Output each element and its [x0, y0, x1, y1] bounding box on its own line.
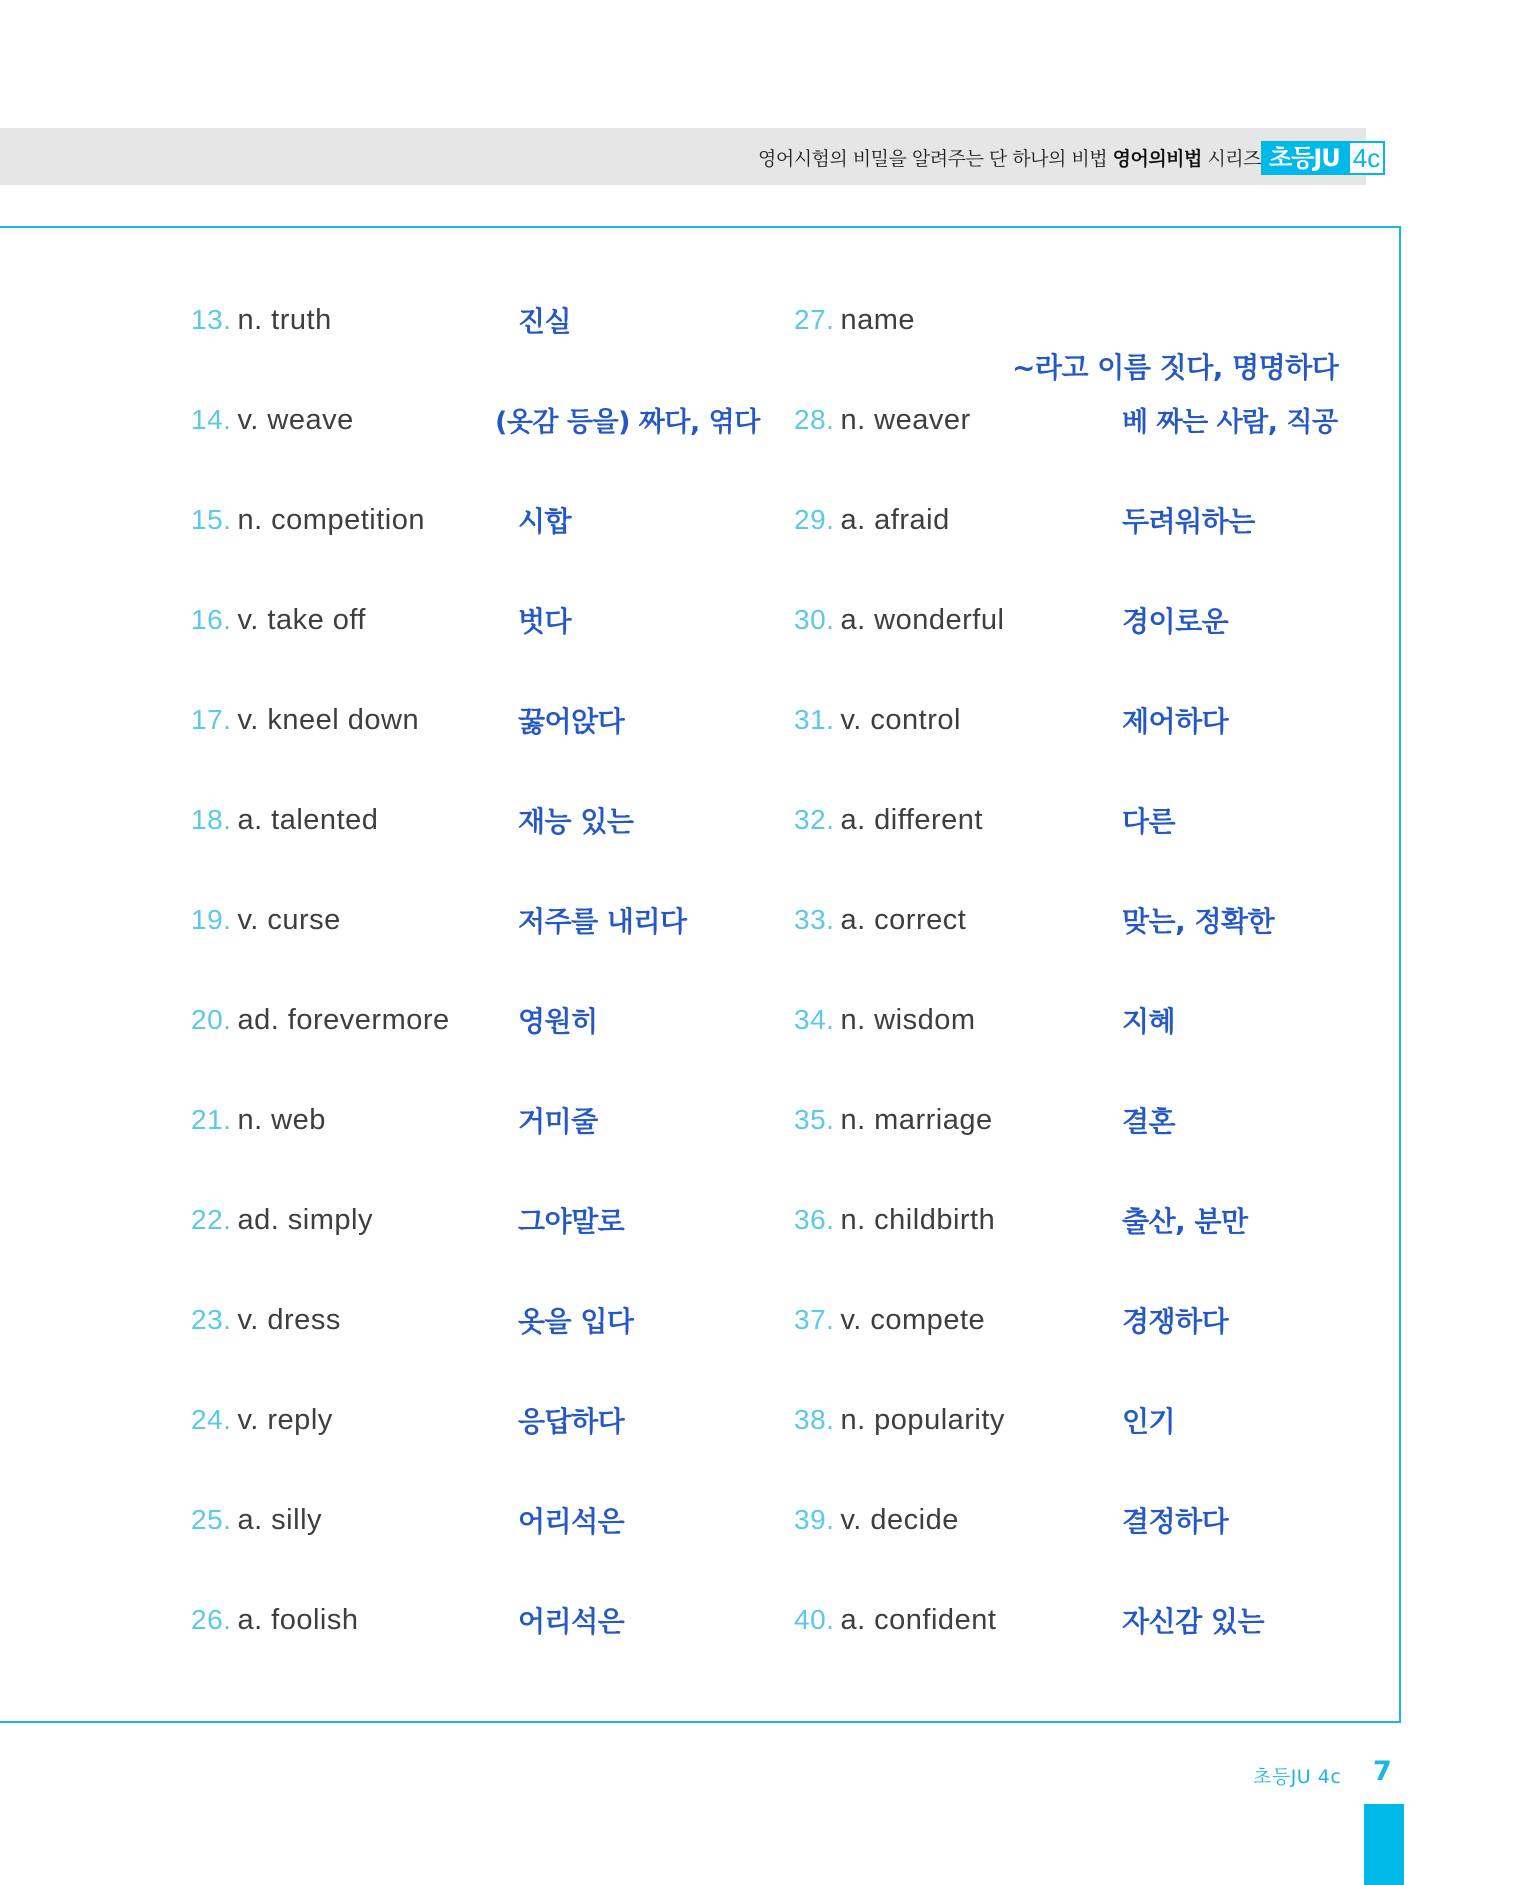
english-word: v. weave	[237, 404, 354, 436]
item-number: 40.	[794, 1604, 835, 1635]
tagline-prefix: 영어시험의 비밀을 알려주는 단 하나의 비법	[757, 148, 1108, 170]
footer-series-label: 초등JU 4c	[1253, 1766, 1342, 1788]
korean-meaning: 베 짜는 사람, 직공	[1122, 407, 1338, 438]
series-suffix: 시리즈	[1207, 148, 1261, 170]
korean-meaning: 어리석은	[518, 1605, 625, 1638]
korean-meaning: 꿇어앉다	[518, 705, 625, 738]
vocab-row	[794, 704, 1474, 744]
korean-meaning: 거미줄	[518, 1105, 598, 1138]
series-badge	[1261, 141, 1385, 175]
vocab-row	[191, 1004, 871, 1044]
english-word: a. different	[840, 804, 983, 836]
vocab-row	[191, 1604, 871, 1644]
item-number: 34.	[794, 1004, 835, 1035]
korean-meaning: 경쟁하다	[1122, 1305, 1229, 1338]
korean-meaning: 결혼	[1122, 1105, 1176, 1138]
vocab-row	[794, 1304, 1474, 1344]
series-tagline	[758, 144, 1261, 171]
item-number: 30.	[794, 604, 835, 635]
vocab-row	[191, 504, 871, 544]
korean-meaning: 저주를 내리다	[518, 905, 687, 938]
vocab-row	[191, 1404, 871, 1444]
english-word: v. reply	[237, 1404, 333, 1436]
english-word: ad. simply	[237, 1204, 373, 1236]
english-word: n. wisdom	[840, 1004, 976, 1036]
korean-meaning: 그야말로	[518, 1205, 625, 1238]
item-number: 37.	[794, 1304, 835, 1335]
vocab-row	[191, 1304, 871, 1344]
item-number: 28.	[794, 404, 835, 435]
english-word: v. kneel down	[237, 704, 420, 736]
vocab-row	[191, 904, 871, 944]
page-number: 7	[1373, 1756, 1392, 1787]
english-word: n. weaver	[840, 404, 971, 436]
korean-meaning: 영원히	[518, 1005, 598, 1038]
korean-meaning: 벗다	[518, 605, 572, 638]
vocab-row	[794, 604, 1474, 644]
korean-meaning: 경이로운	[1122, 605, 1229, 638]
vocab-row	[794, 1004, 1474, 1044]
english-word: ad. forevermore	[237, 1004, 450, 1036]
english-word: v. curse	[237, 904, 341, 936]
vocab-row	[191, 804, 871, 844]
item-number: 38.	[794, 1404, 835, 1435]
item-number: 14.	[191, 404, 232, 435]
item-number: 24.	[191, 1404, 232, 1435]
korean-meaning: 다른	[1122, 805, 1176, 838]
item-number: 39.	[794, 1504, 835, 1535]
english-word: v. control	[840, 704, 961, 736]
english-word: a. foolish	[237, 1604, 359, 1636]
korean-meaning: 인기	[1122, 1405, 1176, 1438]
item-number: 27.	[794, 304, 835, 335]
series-name-bold: 영어의비법	[1112, 148, 1202, 170]
item-number: 15.	[191, 504, 232, 535]
english-word: a. wonderful	[840, 604, 1005, 636]
english-word: n. popularity	[840, 1404, 1005, 1436]
vocab-row	[191, 304, 871, 344]
item-number: 19.	[191, 904, 232, 935]
vocab-row	[794, 304, 1474, 384]
vocab-row	[794, 804, 1474, 844]
korean-meaning: 재능 있는	[518, 805, 634, 838]
english-word: a. afraid	[840, 504, 950, 536]
korean-meaning: 진실	[518, 305, 572, 338]
english-word: a. talented	[237, 804, 379, 836]
item-number: 35.	[794, 1104, 835, 1135]
badge-name: 초등JU	[1261, 141, 1348, 175]
vocab-row	[191, 1104, 871, 1144]
item-number: 31.	[794, 704, 835, 735]
english-word: v. dress	[237, 1304, 341, 1336]
korean-meaning: 지혜	[1122, 1005, 1176, 1038]
item-number: 36.	[794, 1204, 835, 1235]
vocab-row	[794, 1204, 1474, 1244]
english-word: n. truth	[237, 304, 332, 336]
item-number: 18.	[191, 804, 232, 835]
badge-level: 4c	[1348, 141, 1385, 175]
korean-meaning: (옷감 등을) 짜다, 엮다	[495, 407, 760, 438]
vocab-row	[794, 1404, 1474, 1444]
item-number: 16.	[191, 604, 232, 635]
english-word: v. take off	[237, 604, 366, 636]
korean-meaning: 두려워하는	[1122, 505, 1255, 538]
vocab-row	[191, 1204, 871, 1244]
english-word: n. web	[237, 1104, 326, 1136]
korean-meaning: 출산, 분만	[1122, 1205, 1248, 1238]
item-number: 26.	[191, 1604, 232, 1635]
item-number: 21.	[191, 1104, 232, 1135]
vocab-row	[794, 1504, 1474, 1544]
english-word: name	[840, 304, 915, 336]
english-word: n. competition	[237, 504, 425, 536]
korean-meaning: 맞는, 정확한	[1122, 905, 1275, 938]
english-word: a. confident	[840, 1604, 997, 1636]
vocab-row	[794, 504, 1474, 544]
item-number: 23.	[191, 1304, 232, 1335]
english-word: v. decide	[840, 1504, 959, 1536]
item-number: 32.	[794, 804, 835, 835]
english-word: v. compete	[840, 1304, 986, 1336]
page-edge-tab	[1364, 1804, 1404, 1885]
english-word: n. childbirth	[840, 1204, 996, 1236]
english-word: a. silly	[237, 1504, 323, 1536]
item-number: 20.	[191, 1004, 232, 1035]
korean-meaning: 옷을 입다	[518, 1305, 634, 1338]
korean-meaning: ~라고 이름 짓다, 명명하다	[1012, 351, 1339, 384]
vocab-row	[191, 604, 871, 644]
vocab-row	[191, 1504, 871, 1544]
vocab-row	[794, 904, 1474, 944]
vocab-row	[191, 404, 871, 444]
vocab-row	[794, 1604, 1474, 1644]
korean-meaning: 결정하다	[1122, 1505, 1229, 1538]
korean-meaning: 응답하다	[518, 1405, 625, 1438]
item-number: 22.	[191, 1204, 232, 1235]
english-word: n. marriage	[840, 1104, 993, 1136]
korean-meaning: 제어하다	[1122, 705, 1229, 738]
korean-meaning: 자신감 있는	[1122, 1605, 1264, 1638]
english-word: a. correct	[840, 904, 967, 936]
item-number: 17.	[191, 704, 232, 735]
item-number: 33.	[794, 904, 835, 935]
content-frame	[0, 226, 1401, 1723]
korean-meaning: 어리석은	[518, 1505, 625, 1538]
item-number: 13.	[191, 304, 232, 335]
item-number: 25.	[191, 1504, 232, 1535]
korean-meaning: 시합	[518, 505, 572, 538]
vocab-row	[191, 704, 871, 744]
vocab-row	[794, 404, 1474, 444]
item-number: 29.	[794, 504, 835, 535]
vocab-row	[794, 1104, 1474, 1144]
